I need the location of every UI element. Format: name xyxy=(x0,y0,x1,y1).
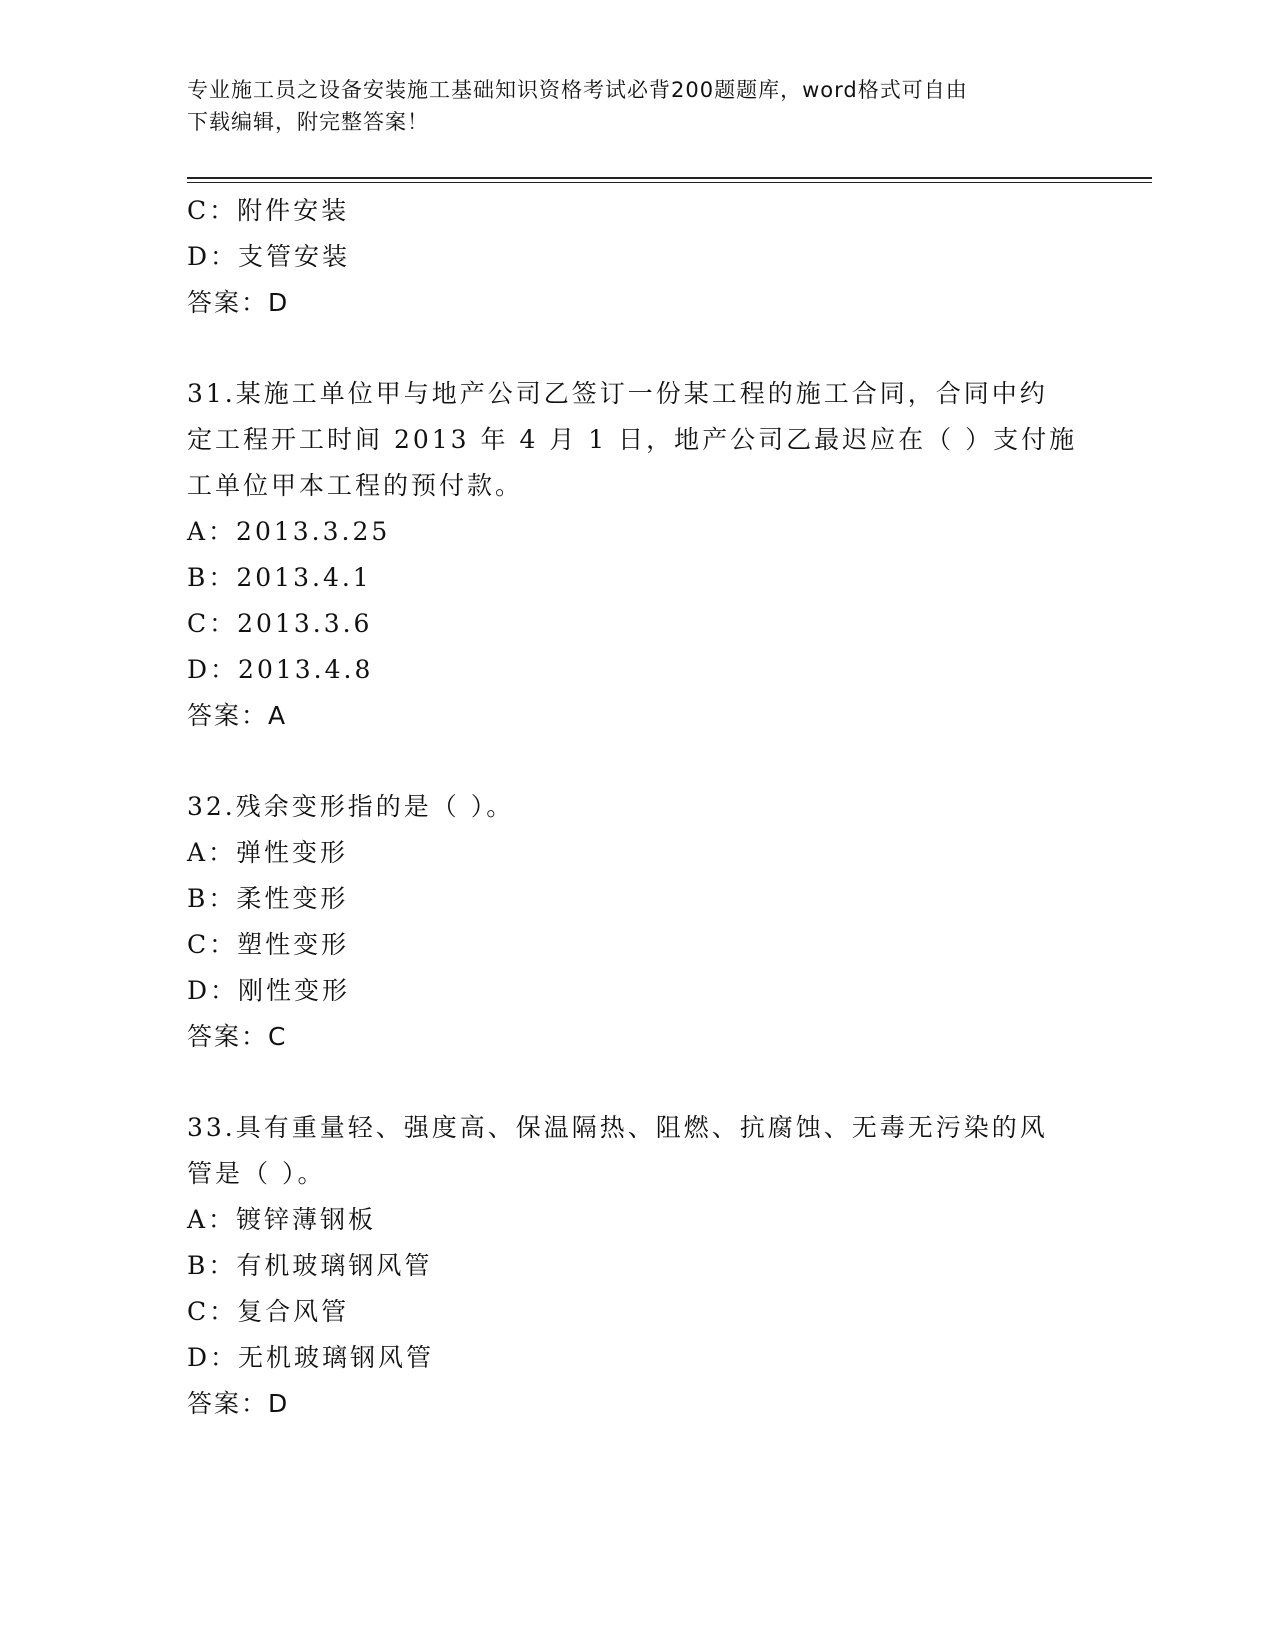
question-33 xyxy=(187,1105,1087,1427)
option-c: C：附件安装 xyxy=(187,196,350,225)
answer: 答案：D xyxy=(187,288,290,317)
answer: 答案：C xyxy=(187,1022,288,1051)
answer: 答案：A xyxy=(187,701,288,730)
question-list xyxy=(187,188,1087,1427)
header-divider-thick xyxy=(187,177,1152,179)
option-d: D：刚性变形 xyxy=(187,976,351,1005)
option-d: D：2013.4.8 xyxy=(187,655,374,684)
header-line-2: 下载编辑，附完整答案！ xyxy=(187,110,429,134)
header-line-1: 专业施工员之设备安装施工基础知识资格考试必背200题题库，word格式可自由 xyxy=(187,78,968,102)
question-text-line: 工单位甲本工程的预付款。 xyxy=(187,471,524,500)
question-text-line: 定工程开工时间 2013 年 4 月 1 日，地产公司乙最迟应在（ ）支付施 xyxy=(187,425,1078,454)
option-c: C：复合风管 xyxy=(187,1297,350,1326)
option-a: A：弹性变形 xyxy=(187,838,349,867)
option-c: C：塑性变形 xyxy=(187,930,350,959)
option-b: B：2013.4.1 xyxy=(187,563,372,592)
answer: 答案：D xyxy=(187,1389,290,1418)
option-a: A：2013.3.25 xyxy=(187,517,391,546)
option-c: C：2013.3.6 xyxy=(187,609,373,638)
question-text-line: 32.残余变形指的是（ ）。 xyxy=(187,792,515,821)
question-text-line: 33.具有重量轻、强度高、保温隔热、阻燃、抗腐蚀、无毒无污染的风 xyxy=(187,1113,1048,1142)
header-divider-thin xyxy=(187,182,1152,183)
question-32 xyxy=(187,784,1087,1060)
question-text-line: 31.某施工单位甲与地产公司乙签订一份某工程的施工合同，合同中约 xyxy=(187,379,1048,408)
option-a: A：镀锌薄钢板 xyxy=(187,1205,377,1234)
option-b: B：柔性变形 xyxy=(187,884,349,913)
option-b: B：有机玻璃钢风管 xyxy=(187,1251,433,1280)
option-d: D：支管安装 xyxy=(187,242,351,271)
question-30-continued xyxy=(187,188,1087,326)
option-d: D：无机玻璃钢风管 xyxy=(187,1343,435,1372)
question-text-line: 管是（ ）。 xyxy=(187,1159,326,1188)
document-header xyxy=(187,74,1067,138)
question-31 xyxy=(187,371,1087,739)
